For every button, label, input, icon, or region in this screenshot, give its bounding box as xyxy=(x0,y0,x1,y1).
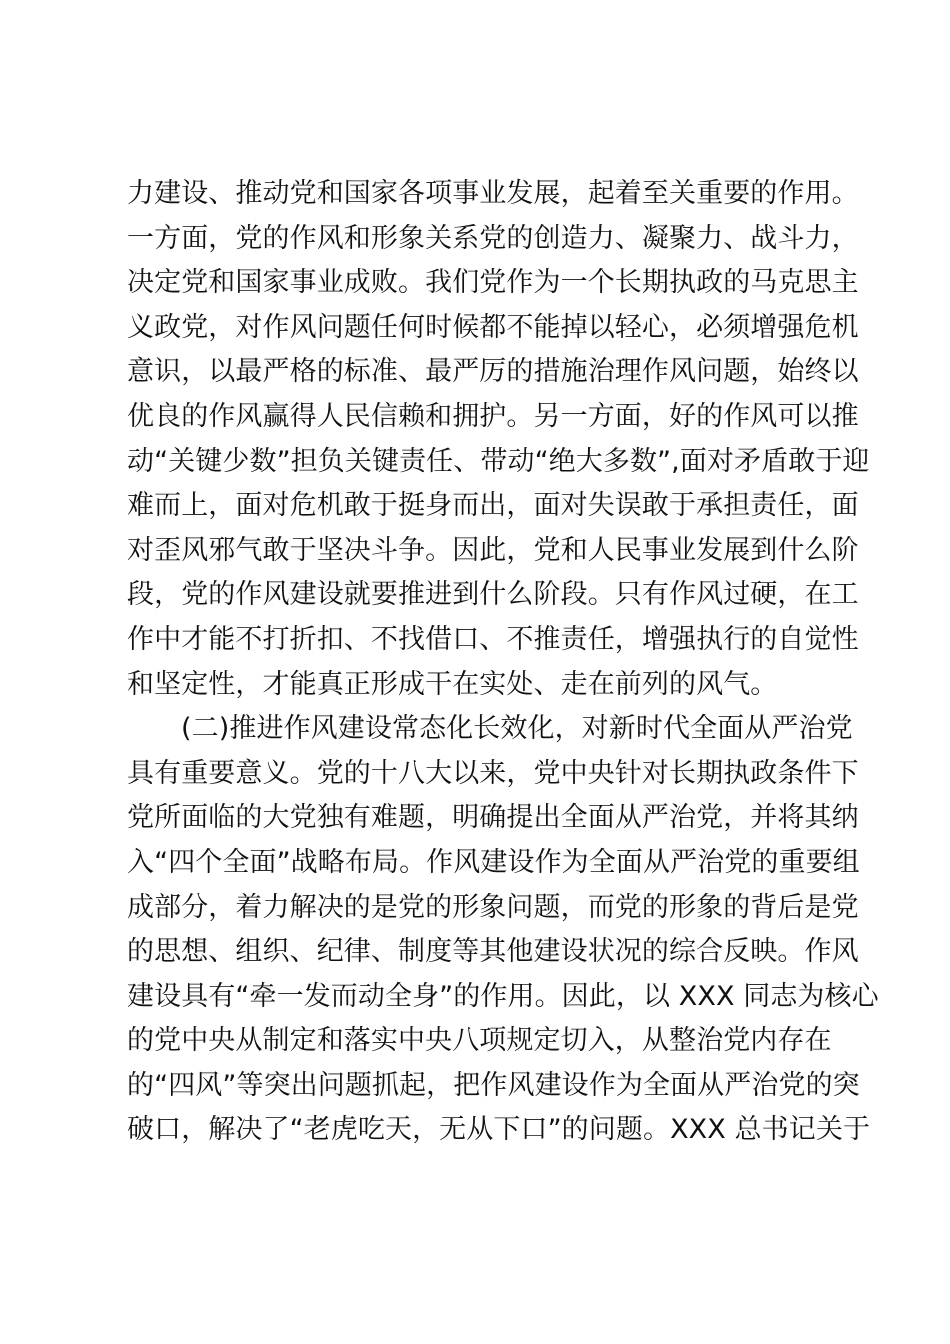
paragraph-line: 破口，解决了“老虎吃天，无从下口”的问题。XXX 总书记关于 xyxy=(127,1114,871,1146)
paragraph-line: 对歪风邪气敢于坚决斗争。因此，党和人民事业发展到什么阶 xyxy=(127,534,859,566)
document-body xyxy=(127,172,879,1153)
paragraph-line: (二)推进作风建设常态化长效化，对新时代全面从严治党 xyxy=(181,713,853,745)
paragraph-line: 建设具有“牵一发而动全身”的作用。因此，以 XXX 同志为核心 xyxy=(127,980,879,1012)
paragraph-line: 决定党和国家事业成败。我们党作为一个长期执政的马克思主 xyxy=(127,267,859,299)
paragraph-line: 段，党的作风建设就要推进到什么阶段。只有作风过硬，在工 xyxy=(127,579,859,611)
paragraph-line: 意识，以最严格的标准、最严厉的措施治理作风问题，始终以 xyxy=(127,356,859,388)
paragraph-line: 难而上，面对危机敢于挺身而出，面对失误敢于承担责任，面 xyxy=(127,490,859,522)
paragraph-line: 动“关键少数”担负关键责任、带动“绝大多数”,面对矛盾敢于迎 xyxy=(127,445,870,477)
paragraph-line: 党所面临的大党独有难题，明确提出全面从严治党，并将其纳 xyxy=(127,802,859,834)
paragraph-2 xyxy=(127,707,879,1153)
paragraph-line: 具有重要意义。党的十八大以来，党中央针对长期执政条件下 xyxy=(127,757,859,789)
paragraph-line: 的“四风”等突出问题抓起，把作风建设作为全面从严治党的突 xyxy=(127,1069,860,1101)
paragraph-line: 的思想、组织、纪律、制度等其他建设状况的综合反映。作风 xyxy=(127,936,859,968)
paragraph-line: 作中才能不打折扣、不找借口、不推责任，增强执行的自觉性 xyxy=(127,623,859,655)
paragraph-line: 成部分，着力解决的是党的形象问题，而党的形象的背后是党 xyxy=(127,891,859,923)
paragraph-line: 入“四个全面”战略布局。作风建设作为全面从严治党的重要组 xyxy=(127,846,860,878)
paragraph-line: 优良的作风赢得人民信赖和拥护。另一方面，好的作风可以推 xyxy=(127,400,859,432)
paragraph-line: 的党中央从制定和落实中央八项规定切入，从整治党内存在 xyxy=(127,1025,832,1057)
paragraph-1 xyxy=(127,172,870,707)
paragraph-line: 和坚定性，才能真正形成干在实处、走在前列的风气。 xyxy=(127,668,778,700)
paragraph-line: 力建设、推动党和国家各项事业发展，起着至关重要的作用。 xyxy=(127,178,859,209)
paragraph-line: 义政党，对作风问题任何时候都不能掉以轻心，必须增强危机 xyxy=(127,311,859,343)
paragraph-line: 一方面，党的作风和形象关系党的创造力、凝聚力、战斗力， xyxy=(127,222,859,254)
